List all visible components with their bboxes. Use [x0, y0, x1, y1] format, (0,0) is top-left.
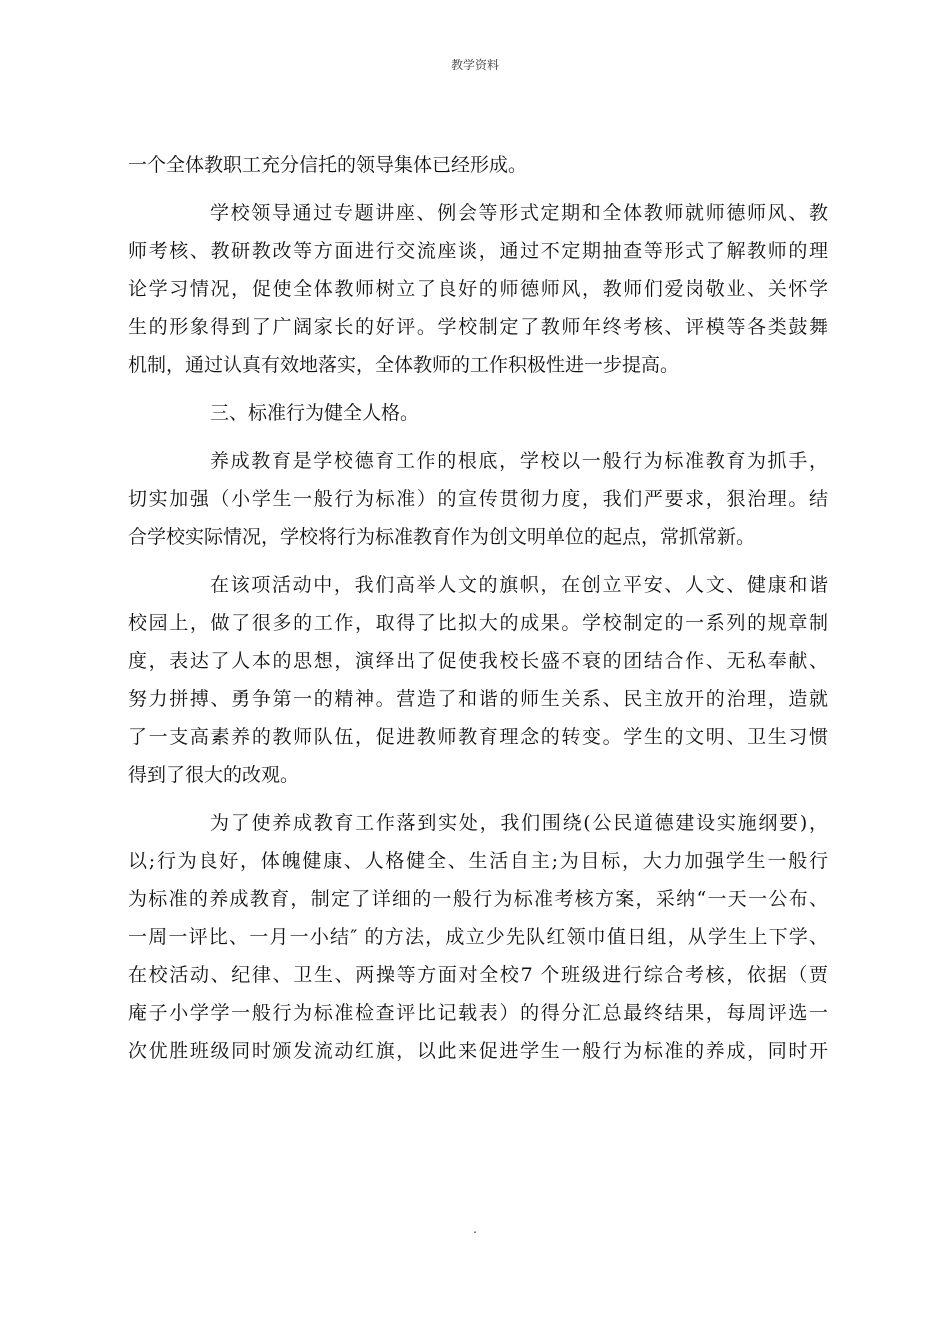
text-line: 一周一评比、一月一小结″ 的方法，成立少先队红领巾值日组，从学生上下学、 [128, 926, 828, 948]
paragraph [128, 804, 828, 1070]
text-line: 为标准的养成教育，制定了详细的一般行为标准考核方案，采纳“一天一公布、 [128, 888, 828, 910]
text-line: 校园上，做了很多的工作，取得了比拟大的成果。学校制定的一系列的规章制 [128, 612, 828, 634]
paragraph [128, 194, 828, 384]
text-line: 次优胜班级同时颁发流动红旗，以此来促进学生一般行为标准的养成，同时开 [128, 1040, 828, 1062]
text-line: 养成教育是学校德育工作的根底，学校以一般行为标准教育为抓手， [210, 450, 828, 472]
text-line: 庵子小学学一般行为标准检查评比记载表）的得分汇总最终结果，每周评选一 [128, 1002, 828, 1024]
document-body [128, 146, 828, 1080]
text-line: 生的形象得到了广阔家长的好评。学校制定了教师年终考核、评模等各类鼓舞 [128, 316, 828, 338]
text-line: 为了使养成教育工作落到实处，我们围绕(公民道德建设实施纲要)， [210, 812, 828, 834]
text-line: 机制，通过认真有效地落实，全体教师的工作积极性进一步提高。 [128, 354, 680, 376]
paragraph [128, 566, 828, 794]
text-line: 一个全体教职工充分信托的领导集体已经形成。 [128, 154, 528, 176]
text-line: 论学习情况，促使全体教师树立了良好的师德师风，教师们爱岗敬业、关怀学 [128, 278, 828, 300]
text-line: 在该项活动中，我们高举人文的旗帜，在创立平安、人文、健康和谐 [210, 574, 828, 596]
text-line: 合学校实际情况，学校将行为标准教育作为创文明单位的起点，常抓常新。 [128, 526, 756, 548]
section-heading [128, 394, 828, 432]
text-line: 努力拼搏、勇争第一的精神。营造了和谐的师生关系、民主放开的治理，造就 [128, 688, 828, 710]
text-line: 师考核、教研教改等方面进行交流座谈，通过不定期抽查等形式了解教师的理 [128, 240, 828, 262]
page-footer-mark: . [473, 1222, 477, 1236]
paragraph [128, 442, 828, 556]
text-line: 切实加强（小学生一般行为标准）的宣传贯彻力度，我们严要求，狠治理。结 [128, 488, 828, 510]
paragraph [128, 146, 828, 184]
page-header: 教学资料 [450, 58, 499, 72]
text-line: 学校领导通过专题讲座、例会等形式定期和全体教师就师德师风、教 [210, 202, 828, 224]
text-line: 得到了很大的改观。 [128, 764, 300, 786]
text-line: 以;行为良好，体魄健康、人格健全、生活自主;为目标，大力加强学生一般行 [128, 850, 828, 872]
text-line: 三、标准行为健全人格。 [210, 402, 420, 424]
text-line: 度，表达了人本的思想，演绎出了促使我校长盛不衰的团结合作、无私奉献、 [128, 650, 828, 672]
text-line: 了一支高素养的教师队伍，促进教师教育理念的转变。学生的文明、卫生习惯 [128, 726, 828, 748]
text-line: 在校活动、纪律、卫生、两操等方面对全校7 个班级进行综合考核，依据（贾 [128, 964, 828, 986]
